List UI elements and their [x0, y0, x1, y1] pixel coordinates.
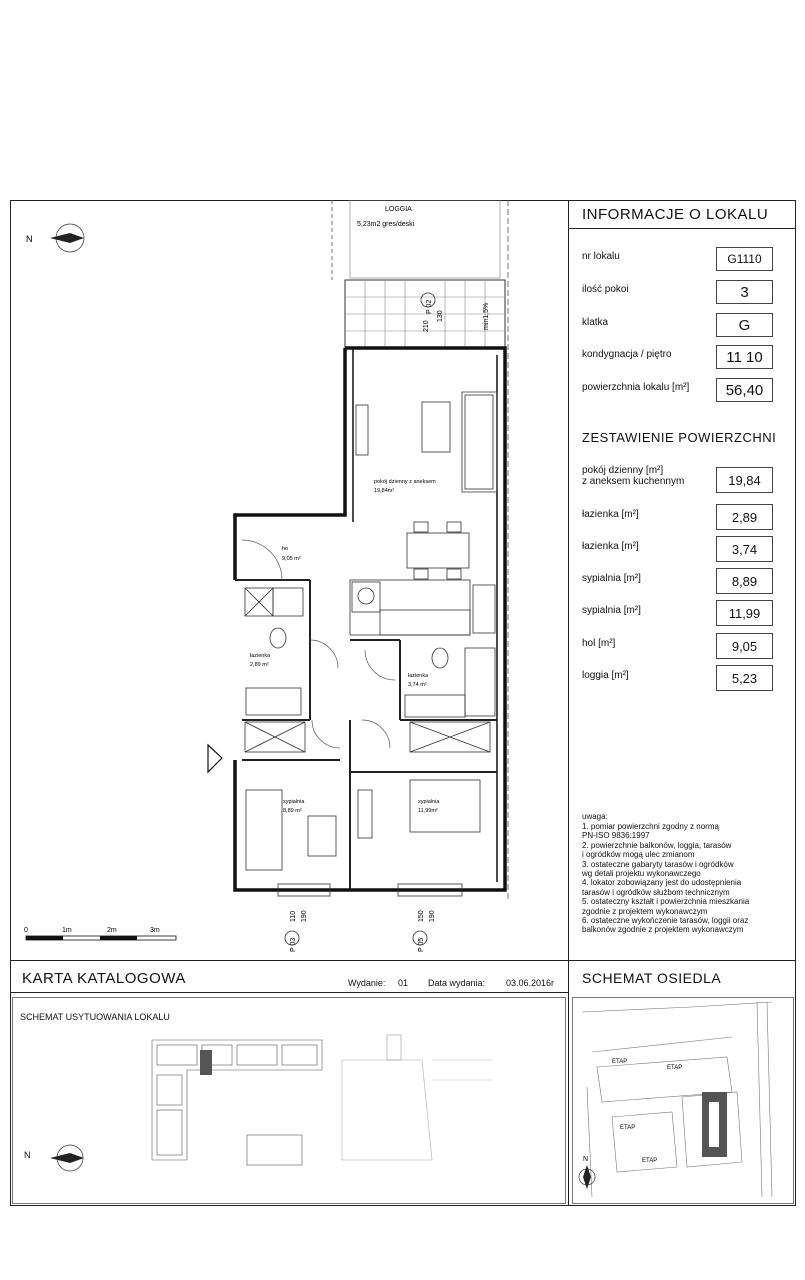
bathroom-2-label: łazienka [408, 673, 429, 679]
living-room-area: 19,84m² [374, 488, 395, 494]
karta-title: KARTA KATALOGOWA [22, 970, 186, 987]
window-p03-code: P 03 [290, 937, 297, 952]
location-north-label: N [24, 1150, 31, 1160]
location-schematic [12, 1020, 564, 1202]
info-row-label: klatka [582, 317, 609, 328]
info-row-value: 56,40 [716, 378, 773, 402]
area-row-label: sypialnia [m²] [582, 605, 641, 616]
area-row-label: sypialnia [m²] [582, 573, 641, 584]
window-p05-dim-1: 150 [418, 910, 425, 922]
living-furniture [356, 392, 497, 492]
beds [246, 780, 480, 870]
living-room-label: pokój dzienny z aneksem [374, 479, 436, 485]
area-row-value: 9,05 [716, 633, 773, 659]
walls [235, 348, 505, 890]
area-row-label: pokój dzienny [m²] z aneksem kuchennym [582, 465, 685, 487]
info-title-underline [568, 228, 796, 229]
window-top-code: P 02 [426, 299, 433, 314]
schemat-usytuowania-title: SCHEMAT USYTUOWANIA LOKALU [20, 1012, 170, 1022]
area-row-value: 8,89 [716, 568, 773, 594]
bathroom-1-area: 2,89 m² [250, 662, 269, 668]
info-row-value: G1110 [716, 247, 773, 271]
loggia-slope: min1,5% [483, 302, 490, 330]
floor-plan [10, 200, 568, 960]
note-item: 6. ostateczne wykończenie tarasów, loggii oraz balkonów zgodnie z projektem wykonawczym [582, 916, 749, 935]
etap-label-3: ETAP [620, 1125, 636, 1131]
info-title: INFORMACJE O LOKALU [582, 206, 769, 223]
area-row-label: łazienka [m²] [582, 541, 639, 552]
door-swings [242, 540, 395, 748]
note-item: 3. ostateczne gabaryty tarasów i ogródków wg detali projektu wykonawczego [582, 859, 734, 879]
info-row-label: ilość pokoi [582, 284, 629, 295]
scale-label-2: 2m [107, 927, 117, 934]
hall-label: ho [282, 546, 289, 552]
scale-label-0: 0 [24, 927, 28, 934]
area-row-label: loggia [m²] [582, 670, 629, 681]
window-p03-dim-1: 110 [290, 910, 297, 922]
scale-bar [26, 936, 176, 940]
bedroom-2-area: 11,99m² [418, 808, 438, 814]
note-item: 5. ostateczny kształt i powierzchnia mieszkania zgodnie z projektem wykonawczym [582, 897, 750, 916]
highlighted-unit [200, 1050, 212, 1075]
window-p03-dim-2: 190 [301, 910, 308, 922]
window-top-dim-1: 130 [437, 310, 444, 322]
site-north-label: N [583, 1156, 589, 1163]
wydanie-label: Wydanie: [348, 978, 386, 988]
kitchen [350, 580, 495, 635]
area-row-value: 19,84 [716, 467, 773, 493]
note-item: 1. pomiar powierzchni zgodny z normą PN-ISO 9836:1997 [582, 822, 719, 841]
hall-area: 9,05 m² [282, 556, 301, 562]
area-row-value: 5,23 [716, 665, 773, 691]
schemat-osiedla-title: SCHEMAT OSIEDLA [582, 970, 722, 986]
bathroom-2-area: 3,74 m² [408, 682, 427, 688]
area-row-value: 3,74 [716, 536, 773, 562]
bathroom-1-fixtures [245, 588, 303, 715]
window-p05-dim-2: 190 [429, 910, 436, 922]
loggia-area: 5,23m2 gres/deski [357, 221, 415, 228]
info-row-label: nr lokalu [582, 251, 620, 262]
data-label: Data wydania: [428, 978, 486, 988]
window-p05-code: P 05 [418, 937, 425, 952]
scale-label-3: 3m [150, 927, 160, 934]
bedroom-1-label: sypialnia [283, 799, 305, 805]
dining-table [407, 522, 469, 579]
area-row-label: łazienka [m²] [582, 509, 639, 520]
etap-label-1: ETAP [612, 1059, 628, 1065]
note-item: 2. powierzchnie balkonów, loggia, tarasów i ogródków mogą ulec zmianom [582, 840, 732, 860]
divider-plan-info [568, 200, 569, 960]
window-top-dim-2: 210 [423, 320, 430, 332]
note-item: 4. lokator zobowiązany jest do udostępnienia tarasów i ogródków służbom technicznym [582, 878, 742, 897]
wardrobes [245, 722, 490, 752]
info-row-label: powierzchnia lokalu [m²] [582, 382, 690, 393]
wydanie-value: 01 [398, 978, 409, 988]
interior-walls [235, 580, 497, 890]
areas-title: ZESTAWIENIE POWIERZCHNI [582, 430, 777, 445]
etap-label-4: ETAP [642, 1158, 658, 1164]
site-schematic [572, 997, 792, 1202]
entrance-arrow [208, 745, 222, 772]
data-value: 03.06.2016r [506, 978, 555, 988]
bedroom-2-label: sypialnia [418, 799, 440, 805]
notes-heading: uwaga: [582, 812, 608, 821]
notes-list [582, 822, 749, 935]
area-row-value: 2,89 [716, 504, 773, 530]
info-row-value: G [716, 313, 773, 337]
divider-footer [10, 960, 796, 961]
divider-footer-columns [568, 960, 569, 1206]
etap-label-2: ETAP [667, 1065, 683, 1071]
loggia-label: LOGGIA [385, 206, 412, 213]
divider-footer-header [10, 992, 568, 993]
area-row-label: hol [m²] [582, 638, 616, 649]
info-row-value: 3 [716, 280, 773, 304]
north-compass-icon [50, 224, 84, 252]
bedroom-1-area: 8,89 m² [283, 808, 302, 814]
info-row-value: 11 10 [716, 345, 773, 369]
info-row-label: kondygnacja / piętro [582, 349, 672, 360]
area-row-value: 11,99 [716, 600, 773, 626]
bathroom-1-label: łazienka [250, 653, 271, 659]
scale-label-1: 1m [62, 927, 72, 934]
north-label: N [26, 234, 33, 244]
